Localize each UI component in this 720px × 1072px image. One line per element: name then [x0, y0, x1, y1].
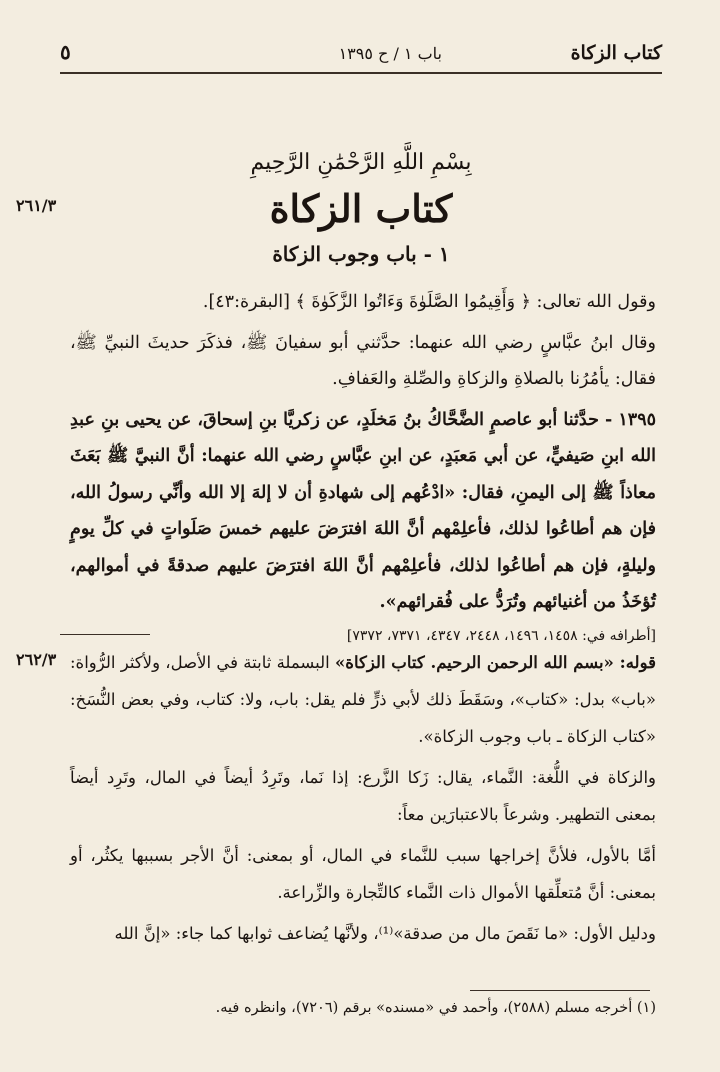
- main-text-block: [70, 284, 656, 651]
- book-title: كتاب الزكاة: [269, 186, 453, 231]
- basmala: بِسْمِ اللَّهِ الرَّحْمَٰنِ الرَّحِيمِ: [250, 150, 472, 175]
- commentary-paragraph-4: ودليل الأول: «ما نَقَصَ مال من صدقة»⁽¹⁾، ولأنَّها يُضاعف ثوابها كما جاء: «إنَّ الله: [114, 924, 656, 943]
- bab-title: ١ - باب وجوب الزكاة: [272, 242, 450, 266]
- commentary-paragraph-1: [70, 644, 656, 755]
- hadith-text: ١٣٩٥ - حدَّثنا أبو عاصمٍ الضَّحَّاكُ بنُ مَخلَدٍ، عن زكريَّا بنِ إسحاقَ، عن يحيى بنِ عبدِ الله ابنِ صَيفيٍّ، عن أبي مَعبَدٍ، عن ابنِ عبَّاسٍ رضي الله عنهما: أنَّ النبيَّ ﷺ بَعَثَ معاذاً ﷺ إلى اليمنِ، فقال: «ادْعُهم إلى شهادةِ أن لا إلهَ إلا الله وأنِّي رسولُ الله، فإن هم أطاعُوا لذلك، فأعلِمْهم أنَّ اللهَ افترَضَ عليهم خمسَ صَلَواتٍ في كلِّ يومٍ وليلةٍ، فإن هم أطاعُوا لذلك، فأعلِمْهم أنَّ اللهَ افترَضَ عليهم صدقةً في أموالهم، تُؤخَذُ من أغنيائهم وتُرَدُّ على فُقرائهم».: [70, 409, 656, 612]
- verse-line: وقول الله تعالى: ﴿ وَأَقِيمُوا الصَّلَوٰةَ وَءَاتُوا الزَّكَوٰةَ ﴾ [البقرة:٤٣].: [202, 292, 656, 312]
- commentary-block: [70, 644, 656, 956]
- commentary-paragraph-2: والزكاة في اللُّغة: النَّماء، يقال: زَكا الزَّرع: إذا نَما، وتَرِدُ أيضاً في المال، وتَرِد أيضاً بمعنى التطهير. وشرعاً بالاعتبارَين معاً:: [70, 768, 656, 824]
- margin-reference-first: ٢٦١/٣: [16, 196, 57, 215]
- commentary-quote: قوله: «بسم الله الرحمن الرحيم. كتاب الزكاة»: [334, 653, 656, 672]
- commentary-text: البسملة ثابتة في الأصل، ولأكثر الرُّواة: «باب» بدل: «كتاب»، وسَقَطَ ذلك لأبي ذرٍّ فلم يقل: باب، ولا: كتاب، وفي بعض النُّسَخ: «كتاب الزكاة ـ باب وجوب الزكاة».: [70, 653, 656, 746]
- commentary-paragraph-3: أمَّا بالأول، فلأنَّ إخراجها سبب للنَّماء في المال، أو بمعنى: أنَّ الأجر بسببها يكثُر، أو بمعنى: أنَّ مُتعلِّقها الأموال ذات النَّماء كالتِّجارة والزِّراعة.: [70, 846, 656, 902]
- ibn-abbas-paragraph: وقال ابنُ عبَّاسٍ رضي الله عنهما: حدَّثني أبو سفيانَ ﷺ، فذكَرَ حديثَ النبيِّ ﷺ، فقال: يأمُرُنا بالصلاةِ والزكاةِ والصِّلةِ والعَفافِ.: [70, 332, 656, 389]
- page-number: ٥: [60, 40, 71, 64]
- footnote-divider: [470, 990, 650, 991]
- header-book-name: كتاب الزكاة: [570, 42, 662, 64]
- header-chapter-ref: باب ١ / ح ١٣٩٥: [338, 44, 442, 63]
- footnote: (١) أخرجه مسلم (٢٥٨٨)، وأحمد في «مسنده» برقم (٧٢٠٦)، وانظره فيه.: [215, 1000, 656, 1016]
- section-divider: [60, 634, 150, 635]
- running-header: [60, 38, 662, 74]
- margin-reference-second: ٢٦٢/٣: [16, 650, 57, 669]
- atraf-references: [أطرافه في: ١٤٥٨، ١٤٩٦، ٢٤٤٨، ٤٣٤٧، ٧٣٧١، ٧٣٧٢]: [346, 627, 656, 644]
